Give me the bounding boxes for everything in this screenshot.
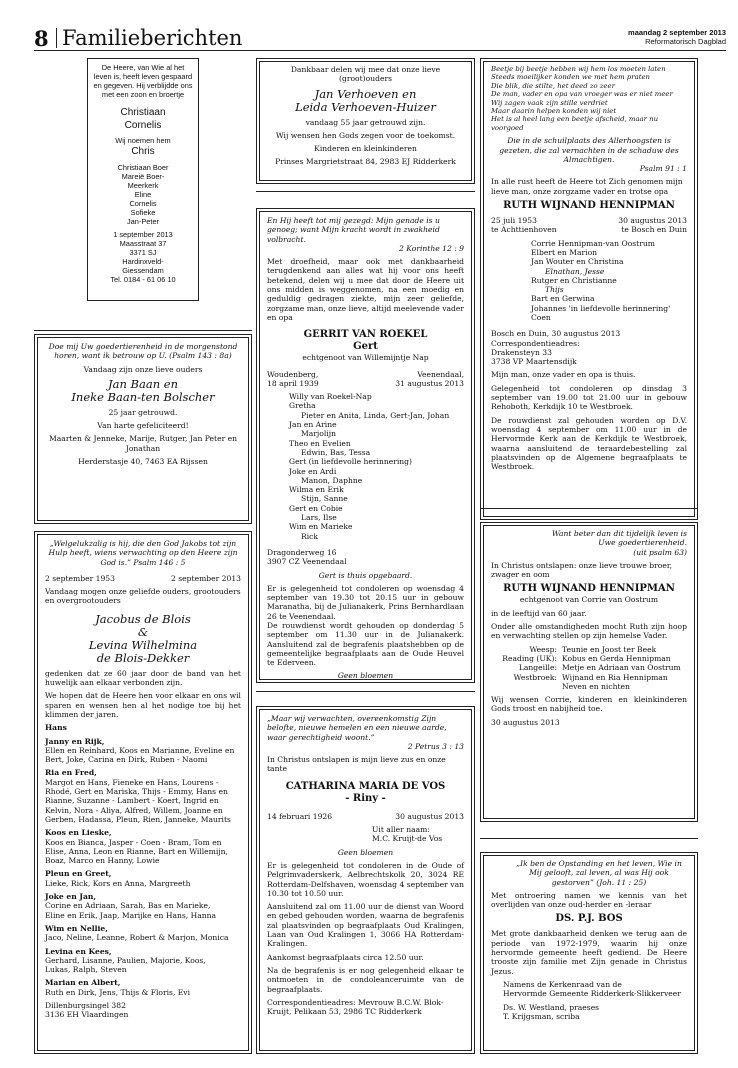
family-list [92, 163, 194, 226]
deceased-name: DS. P.J. BOS [555, 913, 623, 925]
family-address: Herderstasje 40, 7463 EA Rijssen [78, 457, 208, 467]
couple-name-2: Leida Verhoeven-Huizer [295, 99, 436, 114]
family-group-line: Jaco, Neline, Leanne, Robert & Marjon, Monica [45, 933, 229, 943]
closing-wish: Wij wensen Corrie, kinderen en kleinkinderen Gods troost en nabijheid toe. [491, 695, 687, 714]
verse-reference: Psalm 91 : 1 [639, 164, 687, 174]
home-address-2: 3907 CZ Veenendaal [267, 557, 347, 567]
death-place: te Bosch en Duin [621, 225, 687, 235]
hope-text: Onder alle omstandigheden mocht Ruth zijn hoop en verwachting stellen op zijn hemelse Vader. [491, 622, 687, 641]
family-member: Stijn, Sanne [301, 494, 348, 504]
relative-names: Teunie en Joost ter Beek [562, 644, 657, 654]
condolence-info: Er is gelegenheid tot condoleren op woensdag 4 september van 19.30 tot 20.15 uur in gebouw Maranatha, bij de Julianakerk, Prins Bernhardlaan 26 te Veenendaal. [267, 583, 464, 621]
relative-row [491, 682, 687, 691]
funeral-service: De rouwdienst zal gehouden worden op D.V. woensdag 4 september om 11.00 uur in de Hervormde Kerk aan de Kerkdijk te Westbroek, waarna aansluitend de teraardebestelling zal plaatsvinden op de Algemene begraafplaats te Westbroek. [491, 415, 687, 472]
bible-verse: „Welgelukzalig is hij, die den God Jakobs tot zijn Hulp heeft, wiens verwachting op den Heere zijn God is.” Psalm 146 : 5 [48, 539, 238, 567]
family-address [92, 239, 194, 284]
death-place: Veenendaal, [417, 369, 464, 379]
death-date: 30 augustus 2013 [395, 811, 464, 821]
family-group-line: Eline en Erik, Jaap, Marijke en Hans, Hanna [45, 910, 217, 920]
relative-place: Weesp: [529, 644, 557, 654]
obituary-intro: In alle rust heeft de Heere tot Zich genomen mijn lieve man, onze zorgzame vader en trotse opa [491, 177, 683, 196]
birth-date: 14 februari 1926 [267, 811, 333, 821]
child-name-first: Christiaan [120, 107, 166, 118]
family-names: Kinderen en kleinkinderen [314, 144, 417, 154]
arrival-time: Aankomst begraafplaats circa 12.50 uur. [267, 952, 424, 962]
verse-reference: 2 Korinthe 12 : 9 [399, 243, 464, 253]
anniversary-baan [34, 334, 252, 524]
bible-verse: „Ik ben de Opstanding en het leven, Wie in Mij gelooft, zal leven, al was Hij ook gestorven” (Joh. 11 : 25) [516, 859, 682, 887]
family-group-line: Rianne, Suzanne - Lambert - Koert, Ingrid en [45, 796, 219, 806]
family-group-head: Koos en Lieske, [45, 828, 112, 838]
on-behalf-line-2: Hervormde Gemeente Ridderkerk-Slikkerveer [503, 989, 681, 999]
obituary-hennipman-siblings [480, 522, 698, 822]
family-group-head: Pleun en Greet, [45, 869, 112, 879]
age-line: in de leeftijd van 60 jaar. [491, 608, 587, 618]
address-line: Giessendam [122, 266, 164, 275]
wedding-date: 2 september 1953 [45, 573, 115, 583]
page-header [34, 26, 726, 51]
bible-verse: En Hij heeft tot mij gezegd: Mijn genade is u genoeg; want Mijn kracht wordt in zwakheid volbracht. [267, 216, 440, 244]
signer-name: M.C. Kruijt-de Vos [372, 834, 443, 844]
call-name: Chris [131, 146, 155, 157]
family-member: Sofieke [130, 208, 156, 217]
family-member: Wim en Marieke [289, 522, 353, 532]
header-divider [56, 28, 57, 48]
deceased-name: RUTH WIJNAND HENNIPMAN [503, 200, 675, 212]
deceased-name: RUTH WIJNAND HENNIPMAN [503, 583, 675, 595]
deceased-nickname: Gert [353, 341, 378, 353]
deceased-name: GERRIT VAN ROEKEL [303, 329, 428, 341]
anniversary-verhoeven [256, 58, 475, 184]
relative-place [491, 682, 562, 691]
blessing: Wij wensen hen Gods zegen voor de toekomst. [275, 130, 456, 140]
obituary-van-roekel [256, 208, 475, 683]
obituary-intro: In Christus ontslapen: onze lieve trouwe broer, zwager en oom [491, 560, 673, 580]
family-member: Jan Wouter en Christina [531, 257, 624, 267]
family-member: Theo en Evelien [289, 438, 351, 448]
lying-in-state: Mijn man, onze vader en opa is thuis. [491, 370, 636, 380]
obituary-intro: In Christus ontslapen is mijn lieve zus en onze tante [267, 755, 446, 774]
address-line-2: 3738 VP Maartensdijk [491, 357, 577, 367]
relative-place: Langeille: [518, 663, 557, 673]
family-group-line: Elise, Anna, Leon en Rianne, Bart en Willemijn, [45, 846, 228, 856]
family-group-head: Ria en Fred, [45, 768, 97, 778]
anniversary-text: gedenken dat ze 60 jaar door de band van het huwelijk aan elkaar verbonden zijn. [45, 668, 241, 688]
bible-verse: Doe mij Uw goedertierenheid in de morgenstond horen, want ik betrouw op U. (Psalm 143 : 8a) [48, 342, 238, 361]
relative-names: Metje en Adriaan van Oostrum [562, 663, 681, 673]
birth-announcement-chris [87, 58, 199, 301]
bible-verse: Want beter dan dit tijdelijk leven is Uwe goedertierenheid. [551, 529, 687, 548]
relative-names: Neven en nichten [562, 681, 630, 691]
family-member: Mareië Boer- [121, 172, 165, 181]
family-member: Gert en Cobie [289, 503, 343, 513]
date-row [267, 379, 464, 388]
funeral-service: Aansluitend zal om 11.00 uur de dienst van Woord en gebed gehouden worden, waarna de begrafenis zal plaatsvinden op begraafplaats Oud Kralingen, Laan van Oud Kralingen 1, 3066 HA Rotterdam-Kralingen. [267, 902, 464, 949]
spouse-line: echtgenoot van Corrie van Oostrum [519, 595, 659, 605]
place-row [491, 225, 687, 234]
family-group-line: Rhodé, Gert en Mariska, Thijs - Emmy, Hans en [45, 787, 228, 797]
poem-line: De man, vader en opa van vroeger was er niet meer [491, 90, 673, 99]
poem-line: Het is al heel lang een beetje afscheid, maar nu voorgoed [491, 115, 659, 132]
header-date: maandag 2 september 2013 [628, 28, 726, 37]
family-group-line: Bert, Joke, Carina en Dirk, Ruben - Naomi [45, 755, 208, 765]
family-member: Joke en Ardi [289, 466, 337, 476]
family-group-line: Gerhard, Lisanne, Paulien, Majorie, Koos, [45, 955, 206, 965]
family-member: Christiaan Boer [117, 163, 169, 172]
signer-1: Ds. W. Westland, praeses [503, 1002, 600, 1012]
family-member: Coen [531, 313, 551, 322]
congratulations: Van harte gefeliciteerd! [97, 421, 189, 431]
birth-date: 1 september 2013 [113, 230, 173, 239]
family-member: Jan-Peter [126, 217, 160, 226]
family-member: Willy van Roekel-Nap [289, 392, 372, 402]
couple-name-1: Jacobus de Blois [95, 611, 191, 626]
birth-date: 25 juli 1953 [491, 216, 537, 226]
obituary-text: Met grote dankbaarheid denken we terug aan de periode van 1972-1979, waarin hij onze hervormde gemeente heeft gediend. De Heere trooste zijn familie met Zijn genade in Christus Jezus. [491, 929, 687, 976]
anniversary-intro: Vandaag zijn onze lieve ouders [83, 364, 203, 374]
family-list [267, 392, 464, 541]
anniversary-intro: Dankbaar delen wij mee dat onze lieve (groot)ouders [290, 65, 441, 84]
family-list [491, 239, 687, 323]
relative-row [491, 645, 687, 654]
couple-name-1: Jan Baan en [108, 376, 178, 391]
family-group-head: Wim en Nellie, [45, 923, 108, 933]
poem-line: Beetje bij beetje hebben wij hem los moeten laten [491, 65, 666, 73]
child-name-second: Cornelis [124, 120, 162, 131]
no-flowers: Geen bloemen [337, 671, 394, 681]
section-title: Familieberichten [62, 26, 243, 50]
family-group-line: Margot en Hans, Fieneke en Hans, Lourens - [45, 777, 219, 787]
family-group-head: Hans [45, 723, 67, 733]
poem-line: Wij zagen vaak zijn stille verdriet [491, 98, 608, 107]
birth-place: Woudenberg, [267, 369, 319, 379]
family-group-head: Janny en Rijk, [45, 736, 105, 746]
address-line: 3136 EH Vlaardingen [45, 1010, 129, 1020]
couple-name-2: Levina Wilhelmina [88, 637, 198, 652]
couple-name-1: Jan Verhoeven en [314, 86, 417, 101]
column-divider [480, 838, 698, 839]
years-married: 25 jaar getrouwd. [108, 407, 178, 417]
birth-place: te Achttienhoven [491, 225, 557, 235]
anniversary-de-blois [34, 531, 252, 1054]
address-line: 3371 SJ [129, 248, 157, 257]
family-member: Corrie Hennipman-van Oostrum [531, 238, 655, 248]
newspaper-name: Reformatorisch Dagblad [645, 37, 726, 46]
column-divider [256, 191, 475, 192]
deceased-nickname: - Riny - [345, 792, 386, 804]
family-member: Wilma en Erik [289, 485, 344, 495]
condolence-info: Er is gelegenheid tot condoleren in de Oude of Pelgrimvaderskerk, Aelbrechtskolk 20, 3024 RE Rotterdam-Delfshaven, woensdag 4 september van 10.30 tot 10.50 uur. [267, 860, 464, 898]
family-member: Gretha [289, 401, 316, 411]
poem-line: Maar daarin helpen konden wij niet [491, 107, 617, 116]
no-flowers: Geen bloemen [337, 847, 394, 857]
place-row [267, 370, 464, 379]
call-name-intro: Wij noemen hem [115, 136, 171, 145]
date-row [267, 812, 464, 821]
family-member: Rick [301, 531, 319, 541]
condolence-info: Gelegenheid tot condoleren op dinsdag 3 september van 19.00 tot 21.00 uur in gebouw Rehoboth, Kerkdijk 10 te Westbroek. [491, 383, 687, 412]
lying-in-state: Gert is thuis opgebaard. [318, 570, 413, 580]
page-number: 8 [34, 26, 49, 51]
family-member: Elbert en Marion [531, 247, 598, 257]
address-line-1: Drakensteyn 33 [491, 347, 552, 357]
funeral-service: De rouwdienst wordt gehouden op donderdag 5 september om 11.30 uur in de Julianakerk. Aansluitend zal de begrafenis plaatshebben op de gemeentelijke begraafplaats aan de Oude Heuvel te Ederveen. [267, 620, 464, 668]
family-list [45, 719, 241, 997]
birth-intro: De Heere, van Wie al het leven is, heeft leven gespaard en gegeven. Hij verblijdde ons met een zoon en broertje [93, 63, 193, 99]
on-behalf-line-1: Namens de Kerkenraad van de [503, 979, 622, 989]
family-group-line: Koos en Bianca, Jasper - Coen - Bram, Tom en [45, 837, 222, 847]
family-member: Rutger en Christianne [531, 275, 617, 285]
column-divider [480, 508, 698, 509]
obituary-intro: Met ontroering namen we kennis van het overlijden van onze oud-herder en -leraar [491, 890, 687, 910]
family-group-line: Lukas, Ralph, Steven [45, 965, 127, 975]
correspondence-label: Correspondentieadres: [491, 338, 580, 348]
correspondence-address: Correspondentieadres: Mevrouw B.C.W. Blok-Kruijt, Pelikaan 53, 2986 TC Ridderkerk [267, 997, 444, 1017]
obituary-de-vos [256, 706, 475, 1054]
address-line: Tel. 0184 - 61 06 10 [110, 275, 176, 284]
meeting-info: Na de begrafenis is er nog gelegenheid elkaar te ontmoeten in de condoleanceruimte van de begraafplaats. [267, 965, 464, 994]
family-group-head: Joke en Jan, [45, 892, 97, 902]
deceased-name: CATHARINA MARIA DE VOS [285, 780, 446, 792]
family-member: Meerkerk [127, 181, 159, 190]
bible-verse: „Maar wij verwachten, overeenkomstig Zijn belofte, nieuwe hemelen en een nieuwe aarde, waar gerechtigheid woont.” [267, 714, 447, 742]
family-member: Gert (in liefdevolle herinnering) [289, 457, 412, 467]
family-member: Johannes 'in liefdevolle herinnering' [531, 303, 671, 313]
poem-line: Steeds moeilijker konden we met hem praten [491, 73, 650, 82]
address-line: Hardinxveld- [122, 257, 164, 266]
family-group-line: Kelvin, Nora - Aliya, Alfred, Willem, Joanne en [45, 805, 223, 815]
signer-2: T. Krijgsman, scriba [503, 1011, 580, 1021]
relative-row [491, 663, 687, 672]
spouse-line: echtgenoot van Willemijntje Nap [302, 353, 429, 363]
family-group-line: Corine en Adriaan, Sarah, Bas en Marieke, [45, 901, 211, 911]
poem [491, 65, 687, 132]
family-group-line: Ruth en Dirk, Jens, Thijs & Floris, Evi [45, 987, 191, 997]
relative-names: Wijnand en Ria Hennipman [562, 672, 668, 682]
family-group-head: Levina en Kees, [45, 946, 112, 956]
relative-row [491, 654, 687, 663]
anniversary-wish: We hopen dat de Heere hen voor elkaar en ons wil sparen en wensen hen al het nodige toe bij het klimmen der jaren. [45, 691, 241, 719]
verse-reference: 2 Petrus 3 : 13 [407, 741, 464, 751]
date-row [491, 216, 687, 225]
column-divider [256, 691, 475, 692]
bible-verse: Die in de schuilplaats des Allerhoogsten is gezeten, die zal vernachten in de schaduw des Almachtigen. [499, 136, 679, 164]
relative-place: Westbroek: [513, 672, 557, 682]
verse-reference: (uit psalm 63) [633, 547, 687, 557]
couple-ampersand: & [137, 624, 149, 639]
family-group-line: Boaz, Marco en Hanny, Lowie [45, 856, 160, 866]
family-group-line: Ellen en Reinhard, Koos en Marianne, Eveline en [45, 745, 235, 755]
family-group-line: Lieke, Rick, Kors en Anna, Margreeth [45, 878, 191, 888]
couple-name-2: Ineke Baan-ten Bolscher [71, 389, 215, 404]
address-line: Maasstraat 37 [119, 239, 167, 248]
family-member: Pieter en Anita, Linda, Gert-Jan, Johan [301, 410, 450, 420]
family-member: Bart en Gerwina [531, 294, 595, 304]
birth-date: 18 april 1939 [267, 378, 319, 388]
family-member: Marjolijn [301, 429, 336, 439]
family-group-line: Gerben, Hadassa, Pleun, Rien, Janneke, Maurits [45, 814, 231, 824]
poem-line: Die blik, die stilte, het deed zo zeer [491, 81, 615, 90]
relatives-list [491, 645, 687, 691]
family-member: Manon, Daphne [301, 475, 363, 485]
family-address [45, 1001, 241, 1020]
family-address: Prinses Margrietstraat 84, 2983 EJ Ridderkerk [275, 157, 456, 167]
family-names: Maarten & Jenneke, Marije, Rutger, Jan Peter en Jonathan [48, 434, 237, 453]
couple-name-3: de Blois-Dekker [96, 650, 190, 665]
obituary-intro: Met droefheid, maar ook met dankbaarheid terugdenkend aan alles wat hij voor ons heeft betekend, delen wij u mee dat door de Heere uit ons midden is weggenomen, na een moedig en geduldig gedragen ziekte, mijn zeer geliefde, zorgzame man, onze lieve, altijd meelevende vader en opa [267, 257, 464, 322]
relative-row [491, 673, 687, 682]
family-member: Elnathan, Jesse [545, 266, 605, 276]
family-member: Thijs [545, 285, 564, 295]
obituary-hennipman-family [480, 58, 698, 520]
date-row [45, 574, 241, 583]
place-date: Bosch en Duin, 30 augustus 2013 [491, 329, 621, 339]
death-date: 30 augustus 2013 [618, 216, 687, 226]
address-line: Dillenburgsingel 382 [45, 1000, 126, 1010]
family-group-head: Marian en Albert, [45, 978, 121, 988]
family-member: Jan en Arine [289, 420, 337, 430]
family-member: Eline [134, 190, 152, 199]
home-address-1: Dragonderweg 16 [267, 547, 337, 557]
family-member: Lars, Ilse [301, 513, 337, 523]
years-married: vandaag 55 jaar getrouwd zijn. [305, 117, 426, 127]
current-date: 2 september 2013 [171, 573, 241, 583]
on-behalf-label: Uit aller naam: [372, 825, 430, 835]
relative-names: Kobus en Gerda Hennipman [562, 653, 671, 663]
anniversary-intro: Vandaag mogen onze geliefde ouders, grootouders en overgrootouders [45, 587, 241, 606]
obituary-bos [480, 852, 698, 1054]
family-member: Cornelis [129, 199, 157, 208]
relative-place: Reading (UK): [502, 653, 557, 663]
death-date: 31 augustus 2013 [395, 378, 464, 388]
family-member: Edwin, Bas, Tessa [301, 447, 371, 457]
announcement-date: 30 augustus 2013 [491, 717, 560, 727]
column-divider [34, 330, 252, 331]
